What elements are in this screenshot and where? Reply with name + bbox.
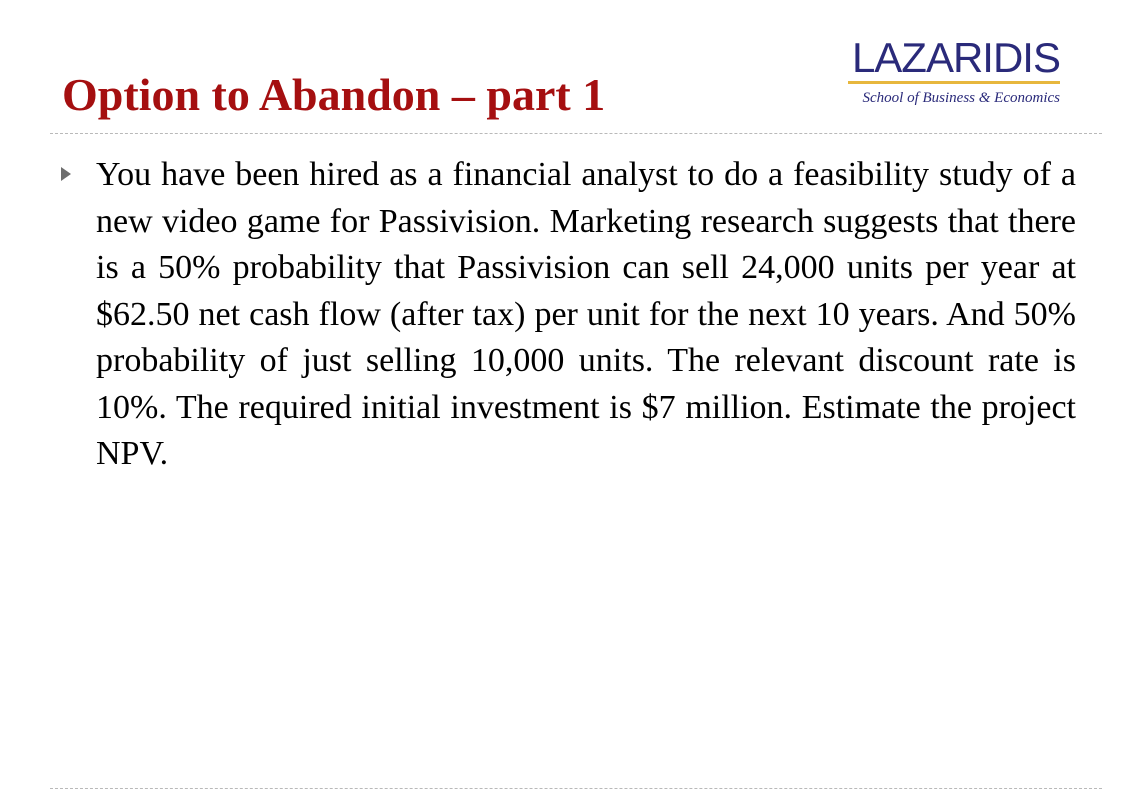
header-divider xyxy=(50,133,1102,134)
lazaridis-logo xyxy=(848,36,1060,107)
bullet-item xyxy=(60,152,1076,478)
logo-name: LAZARIDIS xyxy=(851,34,1060,81)
triangle-bullet-icon xyxy=(60,152,96,182)
slide-content xyxy=(60,152,1076,478)
footer-divider xyxy=(50,788,1102,789)
logo-subtitle: School of Business & Economics xyxy=(862,90,1060,106)
slide-title: Option to Abandon – part 1 xyxy=(62,69,606,120)
bullet-text: You have been hired as a financial analyst to do a feasibility study of a new video game for Passivision. Marketing research suggests that there is a 50% probability that Passivision can sell 24,000 units per year at $62.50 net cash flow (after tax) per unit for the next 10 years. And 50% probability of just selling 10,000 units. The relevant discount rate is 10%. The required initial investment is $7 million. Estimate the project NPV. xyxy=(96,156,1076,472)
logo-rule xyxy=(848,81,1060,84)
